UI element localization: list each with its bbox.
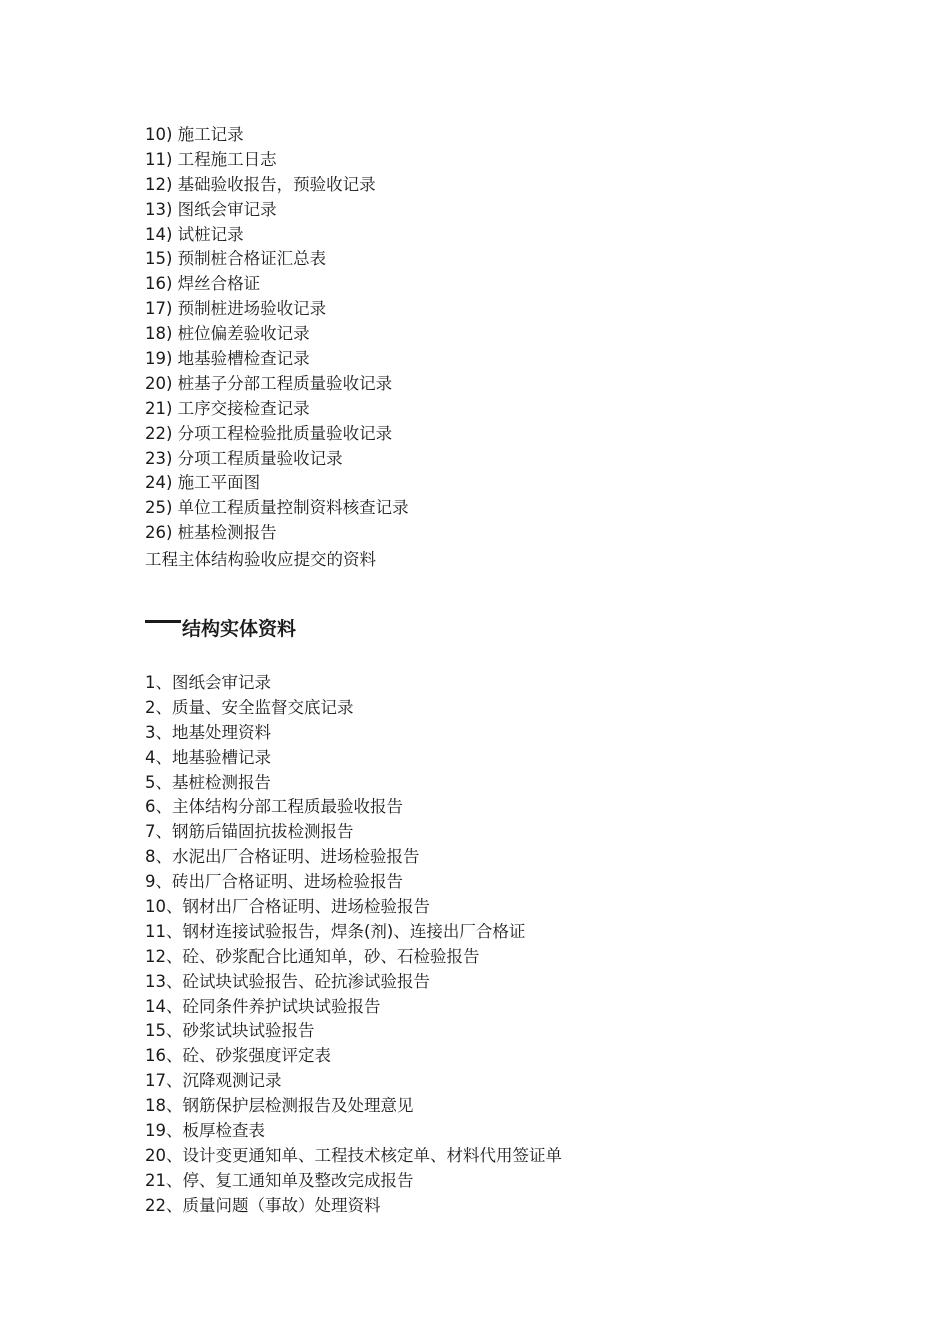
list-item: 23) 分项工程质量验收记录 bbox=[145, 448, 343, 468]
list-item: 4、地基验槽记录 bbox=[145, 747, 271, 767]
list-item: 20) 桩基子分部工程质量验收记录 bbox=[145, 373, 393, 393]
list-item: 12、砼、砂浆配合比通知单，砂、石检验报告 bbox=[145, 946, 480, 966]
heading-title: 结构实体资料 bbox=[182, 618, 297, 640]
list-item: 11) 工程施工日志 bbox=[145, 149, 277, 169]
list-item: 9、砖出厂合格证明、进场检验报告 bbox=[145, 872, 403, 892]
list-item: 19) 地基验槽检查记录 bbox=[145, 349, 310, 369]
list-item: 10) 施工记录 bbox=[145, 125, 244, 144]
list-item: 13) 图纸会审记录 bbox=[145, 199, 277, 219]
heading-marker bbox=[145, 620, 181, 623]
list-item: 16、砼、砂浆强度评定表 bbox=[145, 1046, 331, 1066]
list-item: 24) 施工平面图 bbox=[145, 473, 261, 493]
list-item: 2、质量、安全监督交底记录 bbox=[145, 697, 354, 717]
list-item: 18、钢筋保护层检测报告及处理意见 bbox=[145, 1096, 414, 1116]
list-item: 5、基桩检测报告 bbox=[145, 772, 271, 792]
list-item: 15、砂浆试块试验报告 bbox=[145, 1021, 315, 1041]
list-item: 22) 分项工程检验批质量验收记录 bbox=[145, 423, 393, 443]
list-item: 18) 桩位偏差验收记录 bbox=[145, 324, 310, 344]
list-item: 26) 桩基检测报告 bbox=[145, 523, 277, 543]
list-item: 21、停、复工通知单及整改完成报告 bbox=[145, 1170, 414, 1190]
list-item: 8、水泥出厂合格证明、进场检验报告 bbox=[145, 847, 420, 867]
list-item: 15) 预制桩合格证汇总表 bbox=[145, 249, 327, 269]
list-item: 21) 工序交接检查记录 bbox=[145, 398, 310, 418]
section-heading bbox=[145, 614, 296, 644]
list-item: 12) 基础验收报告，预验收记录 bbox=[145, 174, 376, 194]
list-item: 25) 单位工程质量控制资料核查记录 bbox=[145, 498, 409, 518]
list-item: 14、砼同条件养护试块试验报告 bbox=[145, 996, 381, 1016]
list-item: 17) 预制桩进场验收记录 bbox=[145, 299, 327, 319]
list-item: 3、地基处理资料 bbox=[145, 722, 271, 742]
list-item: 22、质量问题（事故）处理资料 bbox=[145, 1195, 381, 1215]
list-item: 20、设计变更通知单、工程技术核定单、材料代用签证单 bbox=[145, 1145, 562, 1165]
foundation-items-list bbox=[145, 123, 409, 546]
list-item: 14) 试桩记录 bbox=[145, 224, 244, 244]
list-item: 13、砼试块试验报告、砼抗渗试验报告 bbox=[145, 971, 430, 991]
list-item: 19、板厚检查表 bbox=[145, 1121, 265, 1141]
list-item: 10、钢材出厂合格证明、进场检验报告 bbox=[145, 897, 430, 917]
list-item: 11、钢材连接试验报告，焊条(剂)、连接出厂合格证 bbox=[145, 921, 526, 941]
list-item: 17、沉降观测记录 bbox=[145, 1071, 282, 1091]
list-item: 1、图纸会审记录 bbox=[145, 673, 271, 692]
structure-items-list bbox=[145, 671, 562, 1219]
list-item: 6、主体结构分部工程质最验收报告 bbox=[145, 797, 403, 817]
list-item: 7、钢筋后锚固抗拔检测报告 bbox=[145, 822, 354, 842]
section-intro-text: 工程主体结构验收应提交的资料 bbox=[145, 550, 376, 569]
list-item: 16) 焊丝合格证 bbox=[145, 274, 261, 294]
